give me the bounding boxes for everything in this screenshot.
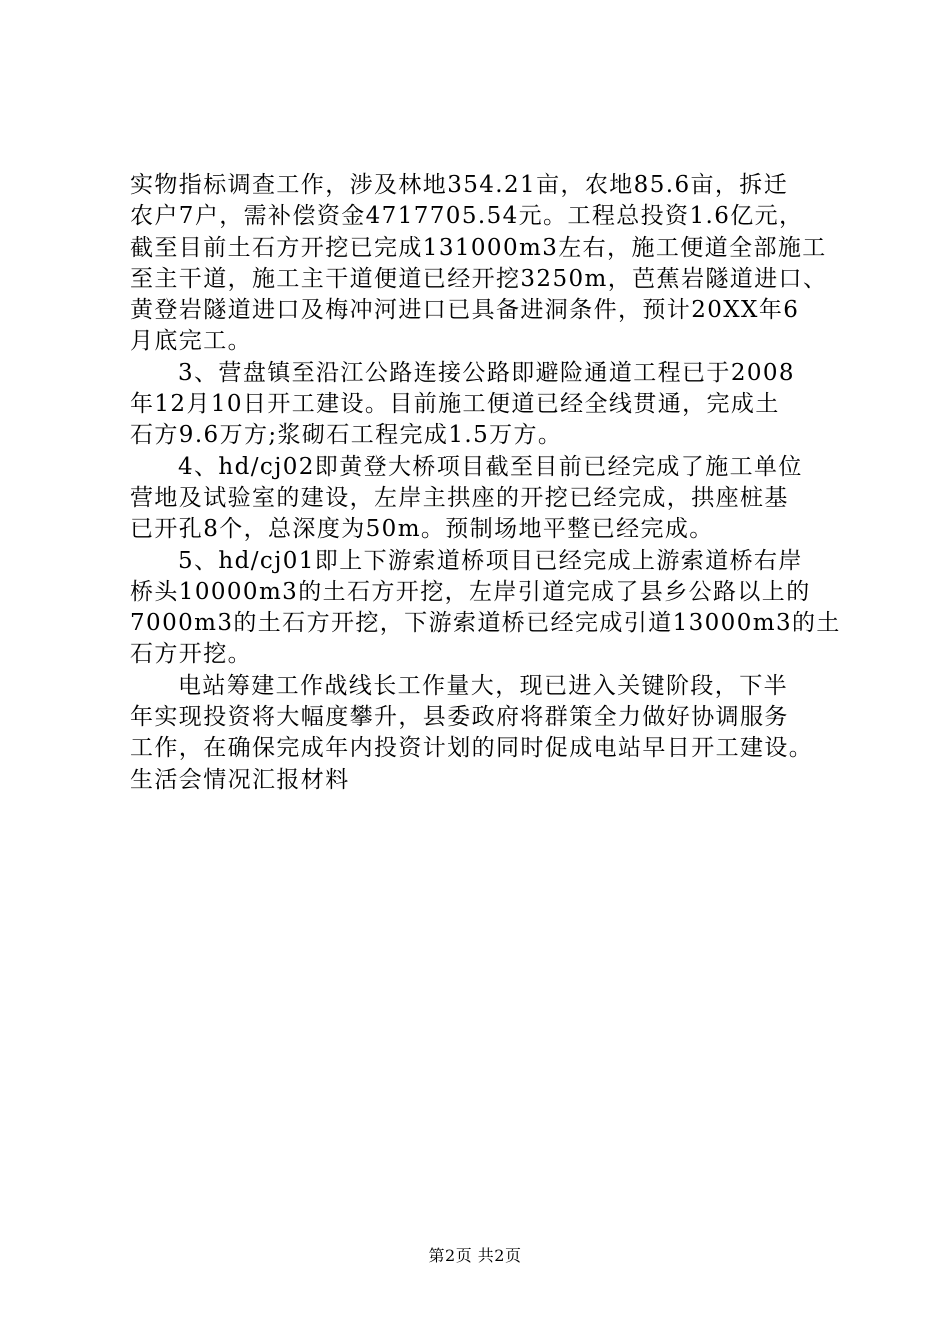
trailing-title-line: 生活会情况汇报材料 bbox=[130, 766, 350, 793]
paragraph-5-first-line: 5、hd/cj01即上下游索道桥项目已经完成上游索道桥右岸 bbox=[178, 547, 803, 574]
document-body bbox=[130, 170, 841, 796]
text-line: 月底完工。 bbox=[130, 328, 252, 355]
text-line: 已开孔8个，总深度为50m。预制场地平整已经完成。 bbox=[130, 516, 714, 543]
paragraph-3-first-line: 3、营盘镇至沿江公路连接公路即避险通道工程已于2008 bbox=[178, 359, 795, 386]
paragraph-4-first-line: 4、hd/cj02即黄登大桥项目截至目前已经完成了施工单位 bbox=[178, 453, 803, 480]
text-line: 营地及试验室的建设，左岸主拱座的开挖已经完成，拱座桩基 bbox=[130, 484, 789, 511]
text-line: 年实现投资将大幅度攀升，县委政府将群策全力做好协调服务 bbox=[130, 704, 789, 731]
text-line: 桥头10000m3的土石方开挖，左岸引道完成了县乡公路以上的 bbox=[130, 578, 811, 605]
page-number-footer: 第2页 共2页 bbox=[428, 1246, 522, 1265]
text-line: 截至目前土石方开挖已完成131000m3左右，施工便道全部施工 bbox=[130, 234, 827, 261]
summary-paragraph-first-line: 电站筹建工作战线长工作量大，现已进入关键阶段，下半 bbox=[178, 672, 788, 699]
text-line: 工作，在确保完成年内投资计划的同时促成电站早日开工建设。 bbox=[130, 735, 814, 762]
text-line: 石方开挖。 bbox=[130, 641, 252, 668]
text-line: 农户7户，需补偿资金4717705.54元。工程总投资1.6亿元， bbox=[130, 203, 804, 230]
text-line: 年12月10日开工建设。目前施工便道已经全线贯通，完成土 bbox=[130, 391, 780, 418]
text-line: 7000m3的土石方开挖，下游索道桥已经完成引道13000m3的土 bbox=[130, 610, 841, 637]
text-line: 黄登岩隧道进口及梅冲河进口已具备进洞条件，预计20XX年6 bbox=[130, 297, 800, 324]
text-line: 实物指标调查工作，涉及林地354.21亩，农地85.6亩，拆迁 bbox=[130, 172, 789, 198]
text-line: 石方9.6万方;浆砌石工程完成1.5万方。 bbox=[130, 422, 563, 449]
text-line: 至主干道，施工主干道便道已经开挖3250m，芭蕉岩隧道进口、 bbox=[130, 265, 828, 292]
